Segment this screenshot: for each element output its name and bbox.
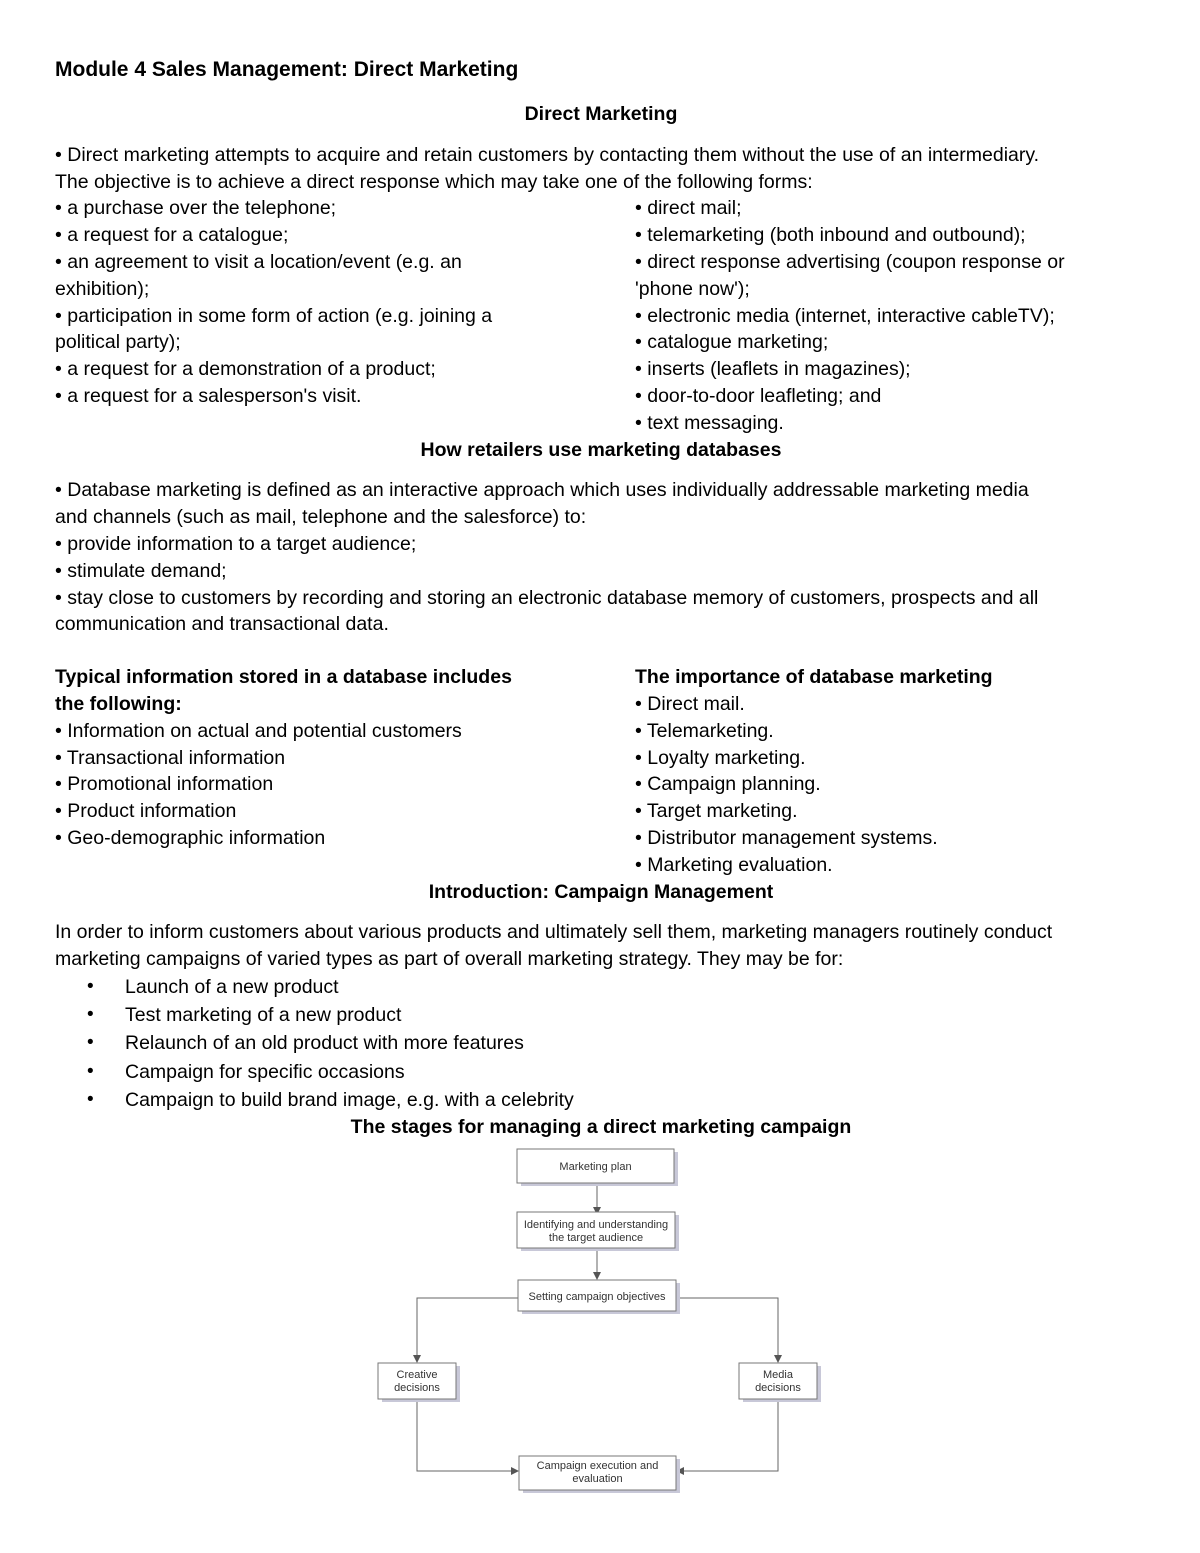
typical-info-item: • Product information bbox=[55, 800, 237, 823]
box-label: decisions bbox=[755, 1382, 801, 1394]
box-target-audience bbox=[517, 1212, 679, 1251]
arrow-objectives-to-creative bbox=[417, 1298, 518, 1362]
box-label: evaluation bbox=[572, 1473, 623, 1485]
response-form-line: exhibition); bbox=[55, 277, 150, 300]
heading-databases: How retailers use marketing databases bbox=[420, 438, 782, 461]
response-form-line: • an agreement to visit a location/event (e.g. an bbox=[55, 250, 462, 273]
document-page bbox=[55, 56, 1147, 1141]
database-line: and channels (such as mail, telephone and the salesforce) to: bbox=[55, 506, 587, 529]
importance-item: • Telemarketing. bbox=[635, 719, 774, 742]
typical-info-heading: Typical information stored in a database includes bbox=[55, 666, 512, 689]
heading-direct-marketing: Direct Marketing bbox=[524, 103, 678, 125]
box-label: Marketing plan bbox=[559, 1161, 632, 1173]
response-form-line: • a request for a demonstration of a product; bbox=[55, 358, 436, 381]
response-form-line: political party); bbox=[55, 331, 181, 354]
importance-item: • Campaign planning. bbox=[635, 773, 821, 796]
channel-line: • direct response advertising (coupon response or bbox=[635, 250, 1065, 273]
response-form-line: • a request for a salesperson's visit. bbox=[55, 384, 362, 407]
response-channels-right bbox=[635, 195, 1147, 436]
channel-line: • electronic media (internet, interactive cableTV); bbox=[635, 304, 1055, 327]
campaign-type-list bbox=[55, 973, 1147, 1114]
box-label: Setting campaign objectives bbox=[528, 1291, 666, 1303]
arrow-creative-to-execution bbox=[417, 1397, 518, 1471]
box-campaign-objectives bbox=[518, 1280, 680, 1314]
importance-heading: The importance of database marketing bbox=[635, 666, 993, 689]
response-form-line: • a purchase over the telephone; bbox=[55, 197, 337, 220]
channel-line: • text messaging. bbox=[635, 411, 784, 434]
intro-line-1: • Direct marketing attempts to acquire and retain customers by contacting them without the use of an intermediary. bbox=[55, 143, 1040, 166]
typical-info-heading-cont: the following: bbox=[55, 692, 182, 715]
database-info-columns bbox=[55, 664, 1147, 878]
typical-info-item: • Information on actual and potential customers bbox=[55, 719, 462, 742]
box-label: Identifying and understanding bbox=[523, 1219, 669, 1231]
intro-line-2: The objective is to achieve a direct response which may take one of the following forms: bbox=[55, 170, 813, 193]
campaign-type-item: • Test marketing of a new product bbox=[55, 1001, 1147, 1029]
database-line: communication and transactional data. bbox=[55, 613, 389, 636]
box-label: Media bbox=[763, 1369, 793, 1381]
channel-line: 'phone now'); bbox=[635, 277, 750, 300]
arrow-objectives-to-media bbox=[676, 1298, 778, 1362]
heading-stages: The stages for managing a direct marketing campaign bbox=[350, 1115, 852, 1138]
response-forms-left bbox=[55, 195, 635, 436]
channel-line: • telemarketing (both inbound and outbound); bbox=[635, 224, 1026, 247]
importance-item: • Target marketing. bbox=[635, 800, 798, 823]
heading-campaign-management: Introduction: Campaign Management bbox=[428, 880, 774, 903]
document-title: Module 4 Sales Management: Direct Marketing bbox=[55, 58, 519, 81]
campaign-para-line: In order to inform customers about various products and ultimately sell them, marketing managers routinely conduct bbox=[55, 921, 1053, 944]
box-marketing-plan bbox=[517, 1149, 678, 1186]
response-forms-columns bbox=[55, 195, 1147, 436]
database-line: • Database marketing is defined as an interactive approach which uses individually addressable marketing media bbox=[55, 479, 1029, 502]
importance-column bbox=[635, 664, 1147, 878]
channel-line: • direct mail; bbox=[635, 197, 742, 220]
importance-item: • Direct mail. bbox=[635, 692, 745, 715]
typical-info-item: • Promotional information bbox=[55, 773, 274, 796]
database-line: • stay close to customers by recording and storing an electronic database memory of customers, prospects and all bbox=[55, 586, 1039, 609]
channel-line: • door-to-door leafleting; and bbox=[635, 384, 882, 407]
box-execution-evaluation bbox=[519, 1456, 680, 1493]
box-label: decisions bbox=[394, 1382, 440, 1394]
database-line: • provide information to a target audience; bbox=[55, 532, 417, 555]
response-form-line: • participation in some form of action (e.g. joining a bbox=[55, 304, 493, 327]
campaign-type-item: • Campaign to build brand image, e.g. with a celebrity bbox=[55, 1086, 1147, 1114]
importance-item: • Distributor management systems. bbox=[635, 826, 938, 849]
box-label: Creative bbox=[396, 1369, 438, 1381]
campaign-type-item: • Campaign for specific occasions bbox=[55, 1058, 1147, 1086]
channel-line: • catalogue marketing; bbox=[635, 331, 829, 354]
importance-item: • Marketing evaluation. bbox=[635, 853, 833, 876]
typical-info-item: • Transactional information bbox=[55, 746, 286, 769]
box-label: the target audience bbox=[548, 1232, 644, 1244]
box-label: Campaign execution and bbox=[536, 1460, 659, 1472]
campaign-type-item: • Launch of a new product bbox=[55, 973, 1147, 1001]
channel-line: • inserts (leaflets in magazines); bbox=[635, 358, 911, 381]
box-creative-decisions bbox=[378, 1363, 460, 1402]
campaign-type-item: • Relaunch of an old product with more features bbox=[55, 1029, 1147, 1057]
typical-info-column bbox=[55, 664, 635, 878]
arrow-media-to-execution bbox=[677, 1397, 778, 1471]
typical-info-item: • Geo-demographic information bbox=[55, 826, 326, 849]
response-form-line: • a request for a catalogue; bbox=[55, 224, 289, 247]
campaign-stages-diagram bbox=[370, 1146, 830, 1496]
campaign-para-line: marketing campaigns of varied types as part of overall marketing strategy. They may be for: bbox=[55, 948, 844, 971]
flowchart-svg bbox=[370, 1146, 830, 1496]
box-media-decisions bbox=[739, 1363, 821, 1402]
importance-item: • Loyalty marketing. bbox=[635, 746, 806, 769]
database-line: • stimulate demand; bbox=[55, 559, 227, 582]
